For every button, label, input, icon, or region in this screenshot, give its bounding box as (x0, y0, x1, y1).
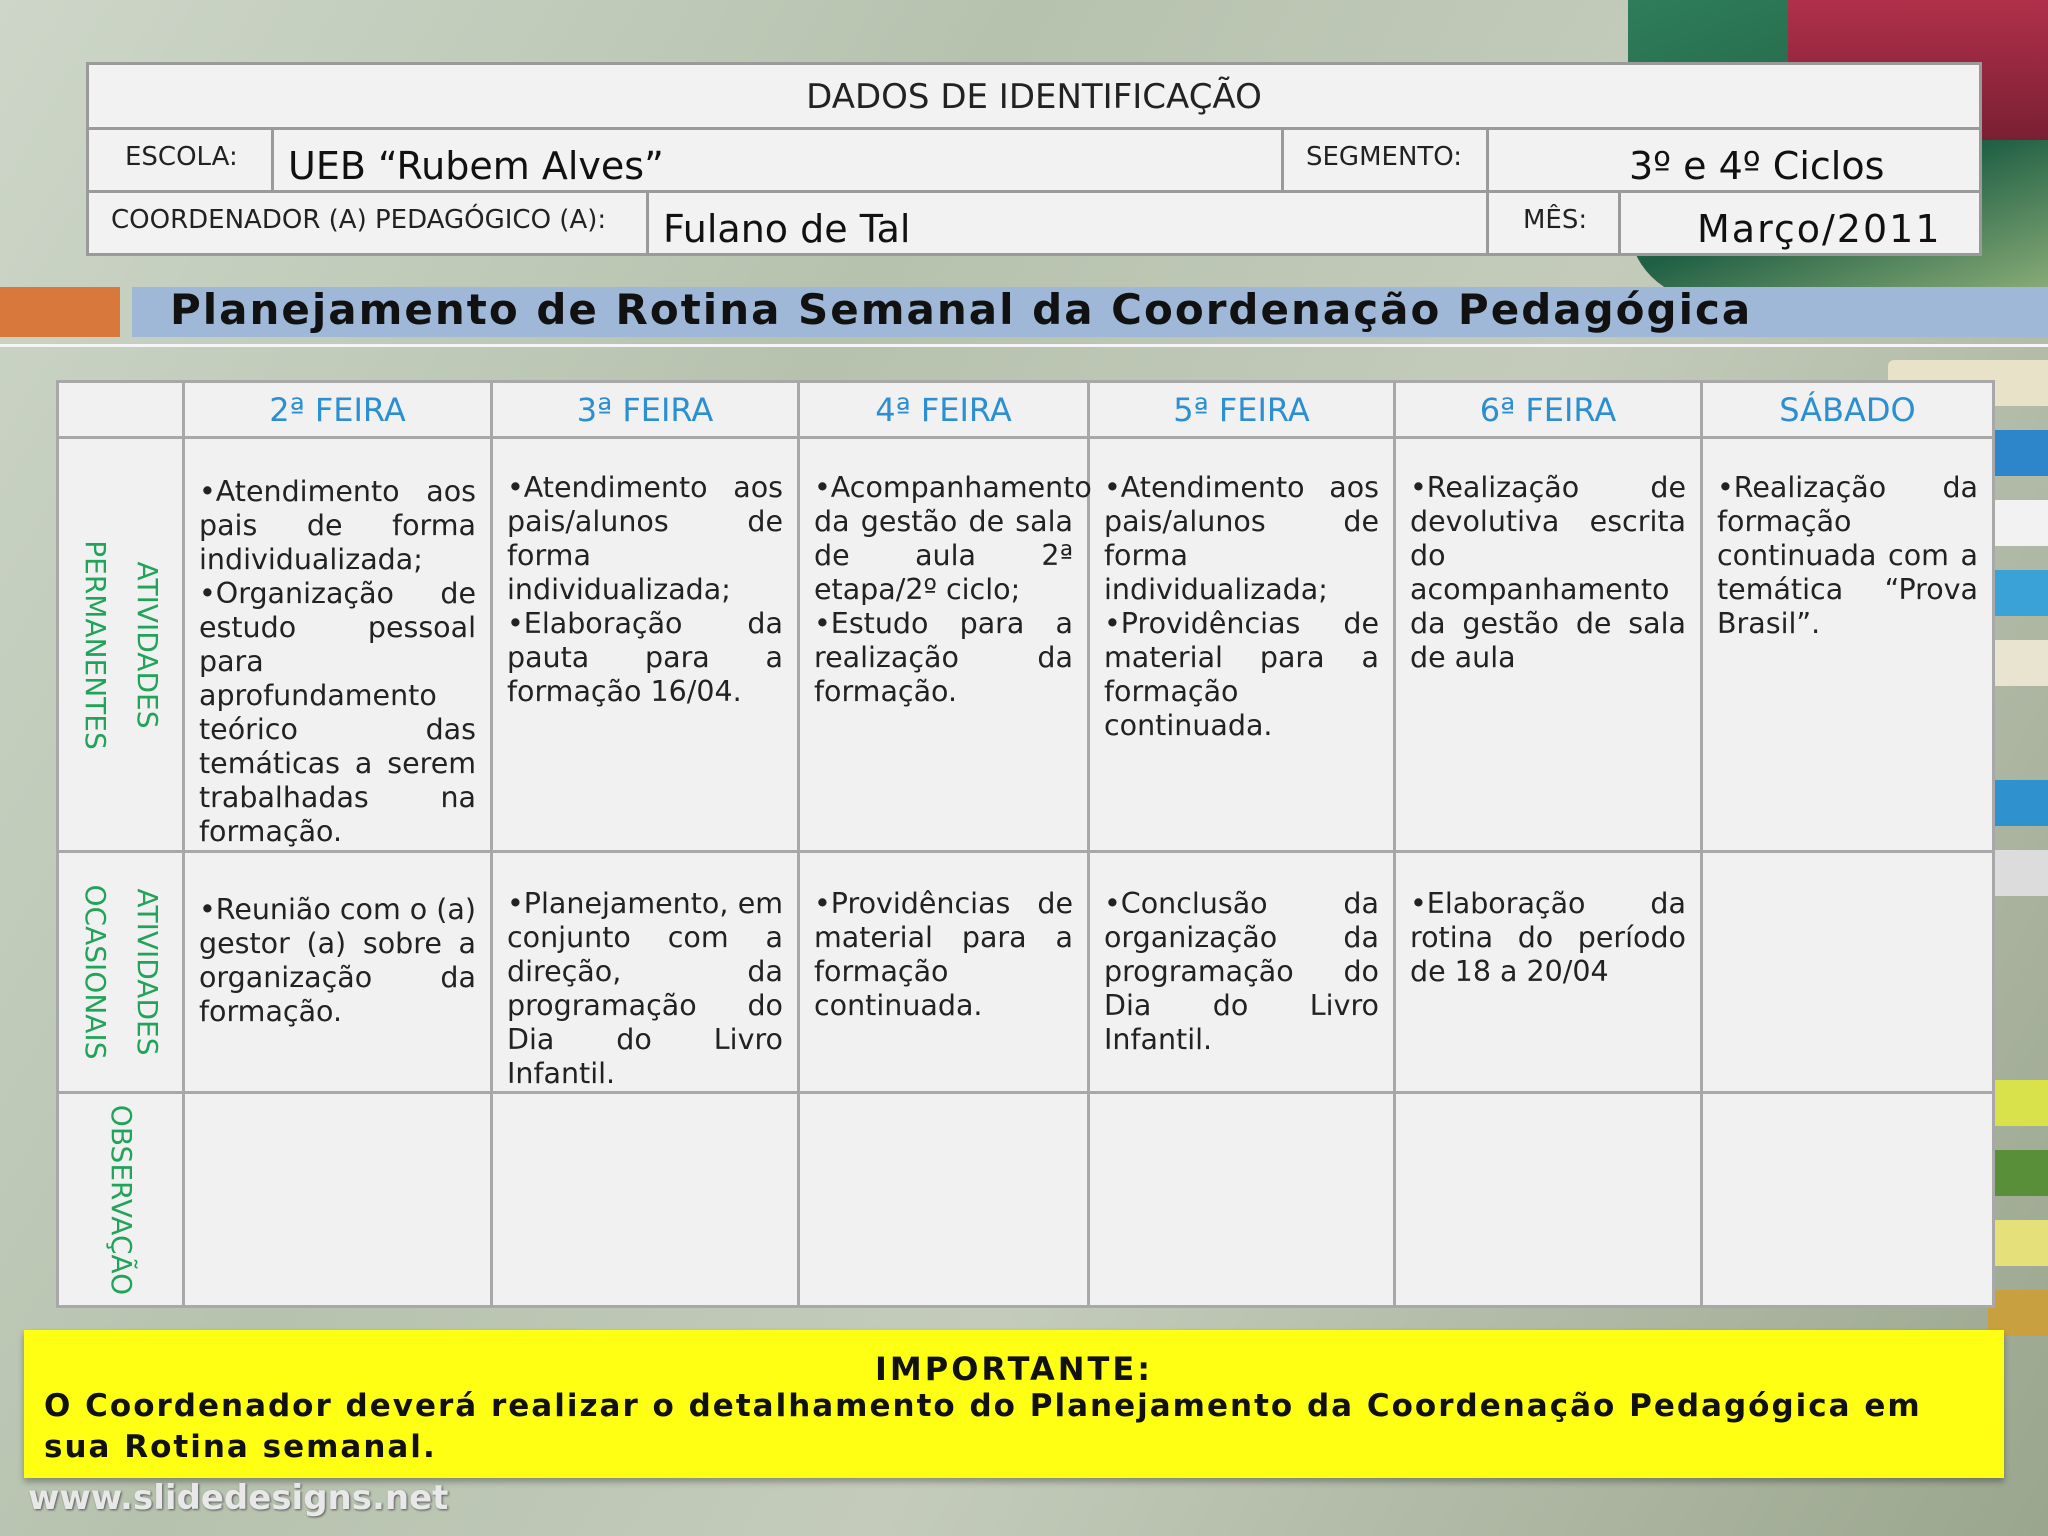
activity-text: •Atendimento aos pais de forma individualizada; •Organização de estudo pessoal para aprofundamento teórico das temáticas a serem trabalhadas na formação. (199, 475, 476, 848)
table-cell (1702, 852, 1994, 1093)
row-label-cell (58, 438, 184, 852)
identification-heading-cell (89, 65, 1979, 127)
table-cell (799, 438, 1092, 852)
table-cell (184, 852, 492, 1093)
identification-heading-row (89, 65, 1979, 130)
table-cell (1395, 1093, 1702, 1307)
table-cell (184, 438, 492, 852)
table-cell (1395, 852, 1702, 1093)
activity-text: •Conclusão da organização da programação do Dia do Livro Infantil. (1104, 887, 1379, 1056)
day-header-row (58, 382, 1994, 438)
school-label-cell (89, 130, 274, 190)
table-cell (492, 438, 799, 852)
segment-label-cell (1284, 130, 1489, 190)
table-cell (1395, 438, 1702, 852)
activity-text: •Realização de devolutiva escrita do acompanhamento da gestão de sala de aula (1410, 471, 1686, 674)
identification-table (86, 62, 1982, 256)
day-header: 5ª FEIRA (1089, 382, 1395, 438)
table-cell (492, 1093, 799, 1307)
segment-value: 3º e 4º Ciclos (1629, 144, 1885, 188)
school-value: UEB “Rubem Alves” (288, 144, 664, 188)
school-value-cell (274, 130, 1284, 190)
day-header: 4ª FEIRA (799, 382, 1089, 438)
month-label-cell (1489, 193, 1621, 253)
page-title: Planejamento de Rotina Semanal da Coordenação Pedagógica (170, 285, 1753, 334)
coordinator-label: COORDENADOR (A) PEDAGÓGICO (A): (111, 205, 607, 235)
important-note (24, 1330, 2004, 1478)
watermark-text: www.slidedesigns.net (28, 1478, 449, 1518)
day-header: 3ª FEIRA (492, 382, 799, 438)
table-cell (799, 852, 1089, 1093)
table-row-observation (58, 1093, 1994, 1307)
table-cell (492, 852, 799, 1093)
table-cell (1089, 1093, 1395, 1307)
table-cell (1702, 1093, 1994, 1307)
activity-text: •Realização da formação continuada com a temática “Prova Brasil”. (1717, 471, 1978, 640)
school-row (89, 130, 1979, 193)
activity-text: •Planejamento, em conjunto com a direção, da programação do Dia do Livro Infantil. (507, 887, 783, 1090)
identification-heading: DADOS DE IDENTIFICAÇÃO (806, 77, 1262, 117)
table-cell (799, 1093, 1089, 1307)
table-row-permanent (58, 438, 1994, 852)
row-label-permanent (69, 445, 173, 845)
day-header: SÁBADO (1702, 382, 1994, 438)
activity-text: •Atendimento aos pais/alunos de forma individualizada; •Providências de material para a formação continuada. (1104, 471, 1379, 742)
coordinator-value: Fulano de Tal (663, 207, 911, 251)
important-title: IMPORTANTE: (875, 1350, 1153, 1388)
title-divider (0, 344, 2048, 347)
activity-text: •Elaboração da rotina do período de 18 a 20/04 (1410, 887, 1686, 988)
school-label: ESCOLA: (125, 142, 238, 172)
segment-label: SEGMENTO: (1306, 142, 1463, 172)
activity-text: •Reunião com o (a) gestor (a) sobre a organização da formação. (199, 893, 476, 1028)
table-cell (184, 1093, 492, 1307)
month-label: MÊS: (1523, 205, 1588, 235)
row-label-text: ATIVIDADES OCASIONAIS (78, 884, 164, 1060)
activity-text: •Acompanhamento da gestão de sala de aula 2ª etapa/2º ciclo; •Estudo para a realização da formação. (814, 471, 1092, 708)
activity-text: •Atendimento aos pais/alunos de forma individualizada; •Elaboração da pauta para a formação 16/04. (507, 471, 783, 708)
coordinator-row (89, 193, 1979, 253)
important-text: O Coordenador deverá realizar o detalhamento do Planejamento da Coordenação Pedagógica em sua Rotina semanal. (44, 1388, 1922, 1465)
row-label-cell (58, 852, 184, 1093)
month-value-cell (1621, 193, 1979, 253)
segment-value-cell (1489, 130, 1979, 190)
row-label-text: ATIVIDADES PERMANENTES (78, 539, 164, 750)
month-value: Março/2011 (1697, 207, 1942, 251)
day-header: 6ª FEIRA (1395, 382, 1702, 438)
weekly-routine-table (56, 380, 1995, 1308)
table-cell (1089, 852, 1395, 1093)
corner-cell (58, 382, 184, 438)
day-header: 2ª FEIRA (184, 382, 492, 438)
coordinator-label-cell (89, 193, 649, 253)
row-label-occasional (69, 852, 173, 1092)
row-label-observation: OBSERVAÇÃO (104, 1104, 138, 1295)
coordinator-value-cell (649, 193, 1489, 253)
table-cell (1089, 438, 1395, 852)
table-cell (1702, 438, 1994, 852)
activity-text: •Providências de material para a formação continuada. (814, 887, 1073, 1022)
row-label-cell (58, 1093, 184, 1307)
title-accent (0, 287, 120, 337)
table-row-occasional (58, 852, 1994, 1093)
